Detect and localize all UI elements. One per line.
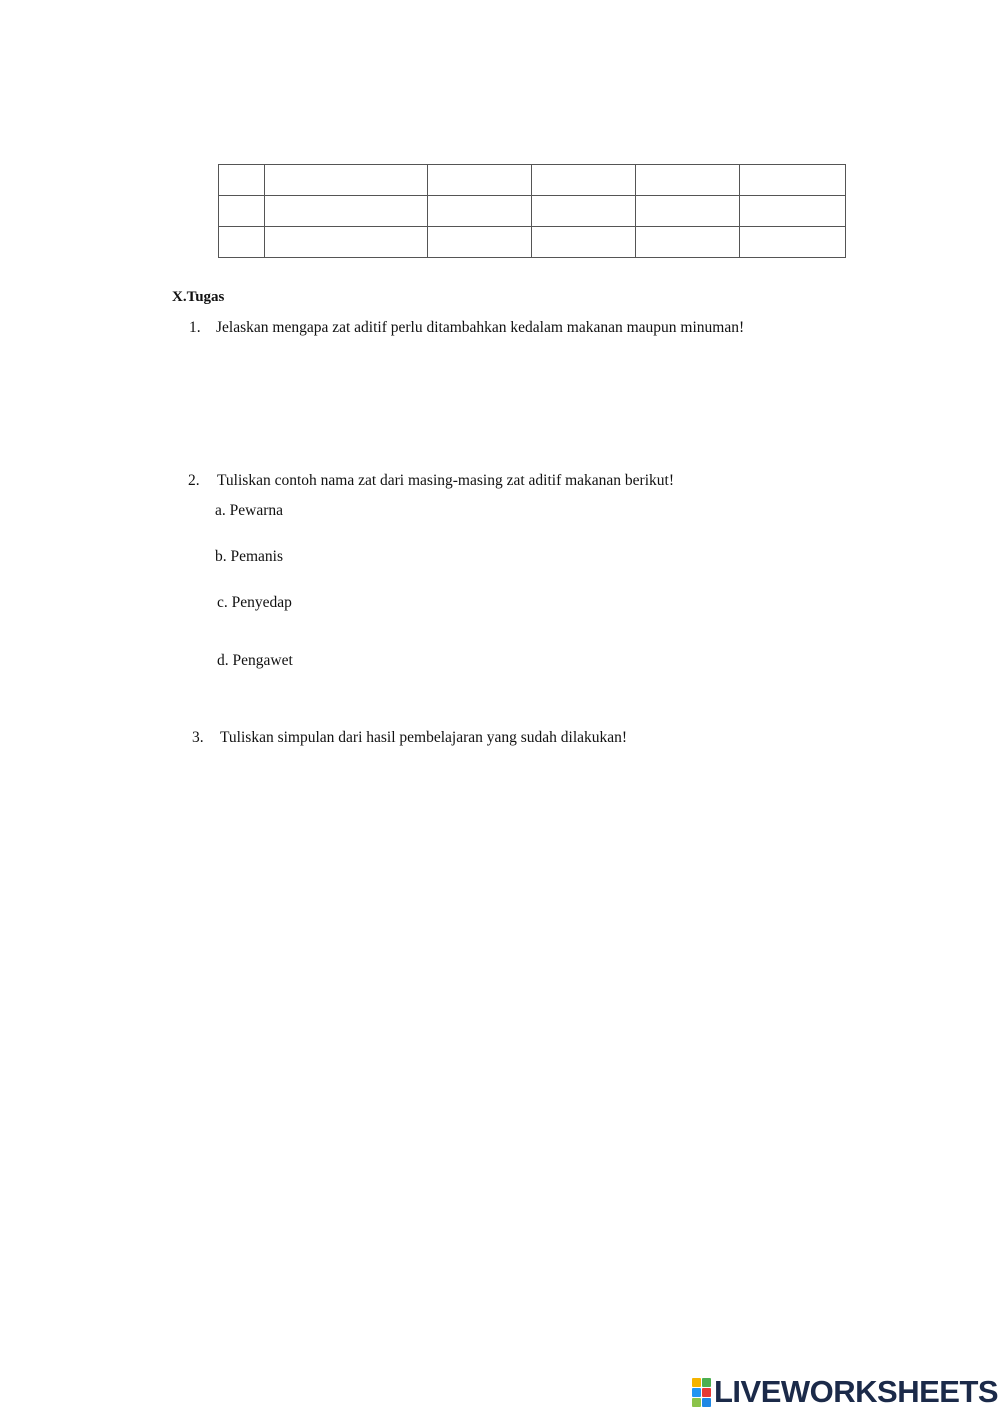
answer-table — [218, 164, 846, 258]
sub-item-penyedap: c. Penyedap — [217, 594, 292, 611]
question-1 — [189, 319, 829, 339]
table-cell[interactable] — [532, 165, 636, 196]
logo-block — [692, 1398, 701, 1407]
logo-blocks-icon — [692, 1378, 711, 1407]
table-row — [219, 227, 846, 258]
table-row — [219, 165, 846, 196]
table-cell[interactable] — [265, 165, 428, 196]
table-cell[interactable] — [740, 196, 846, 227]
question-number: 2. — [188, 472, 200, 489]
question-3 — [192, 729, 752, 749]
table-cell[interactable] — [740, 227, 846, 258]
logo-block — [702, 1398, 711, 1407]
table-cell[interactable] — [532, 227, 636, 258]
logo-block — [702, 1378, 711, 1387]
question-text: Tuliskan contoh nama zat dari masing-masing zat aditif makanan berikut! — [217, 472, 674, 489]
question-text: Jelaskan mengapa zat aditif perlu ditambahkan kedalam makanan maupun minuman! — [216, 319, 745, 336]
table-cell[interactable] — [636, 227, 740, 258]
sub-item-pemanis: b. Pemanis — [215, 548, 284, 565]
sub-item-pewarna: a. Pewarna — [215, 502, 283, 519]
question-number: 3. — [192, 729, 204, 746]
sub-item-pengawet: d. Pengawet — [217, 652, 293, 669]
table-cell[interactable] — [428, 165, 532, 196]
table-cell[interactable] — [428, 196, 532, 227]
table-cell[interactable] — [265, 227, 428, 258]
table-cell[interactable] — [636, 165, 740, 196]
logo-block — [692, 1378, 701, 1387]
table-cell[interactable] — [219, 196, 265, 227]
logo-block — [702, 1388, 711, 1397]
liveworksheets-logo — [692, 1374, 998, 1410]
table-cell[interactable] — [265, 196, 428, 227]
question-text: Tuliskan simpulan dari hasil pembelajaran yang sudah dilakukan! — [220, 729, 628, 746]
section-title: X.Tugas — [172, 289, 225, 305]
logo-block — [692, 1388, 701, 1397]
table-row — [219, 196, 846, 227]
table-cell[interactable] — [219, 165, 265, 196]
table-cell[interactable] — [740, 165, 846, 196]
table-cell[interactable] — [219, 227, 265, 258]
table-cell[interactable] — [636, 196, 740, 227]
question-2 — [188, 472, 788, 492]
table-cell[interactable] — [532, 196, 636, 227]
logo-text: LIVEWORKSHEETS — [714, 1374, 999, 1409]
table-cell[interactable] — [428, 227, 532, 258]
question-number: 1. — [189, 319, 201, 336]
